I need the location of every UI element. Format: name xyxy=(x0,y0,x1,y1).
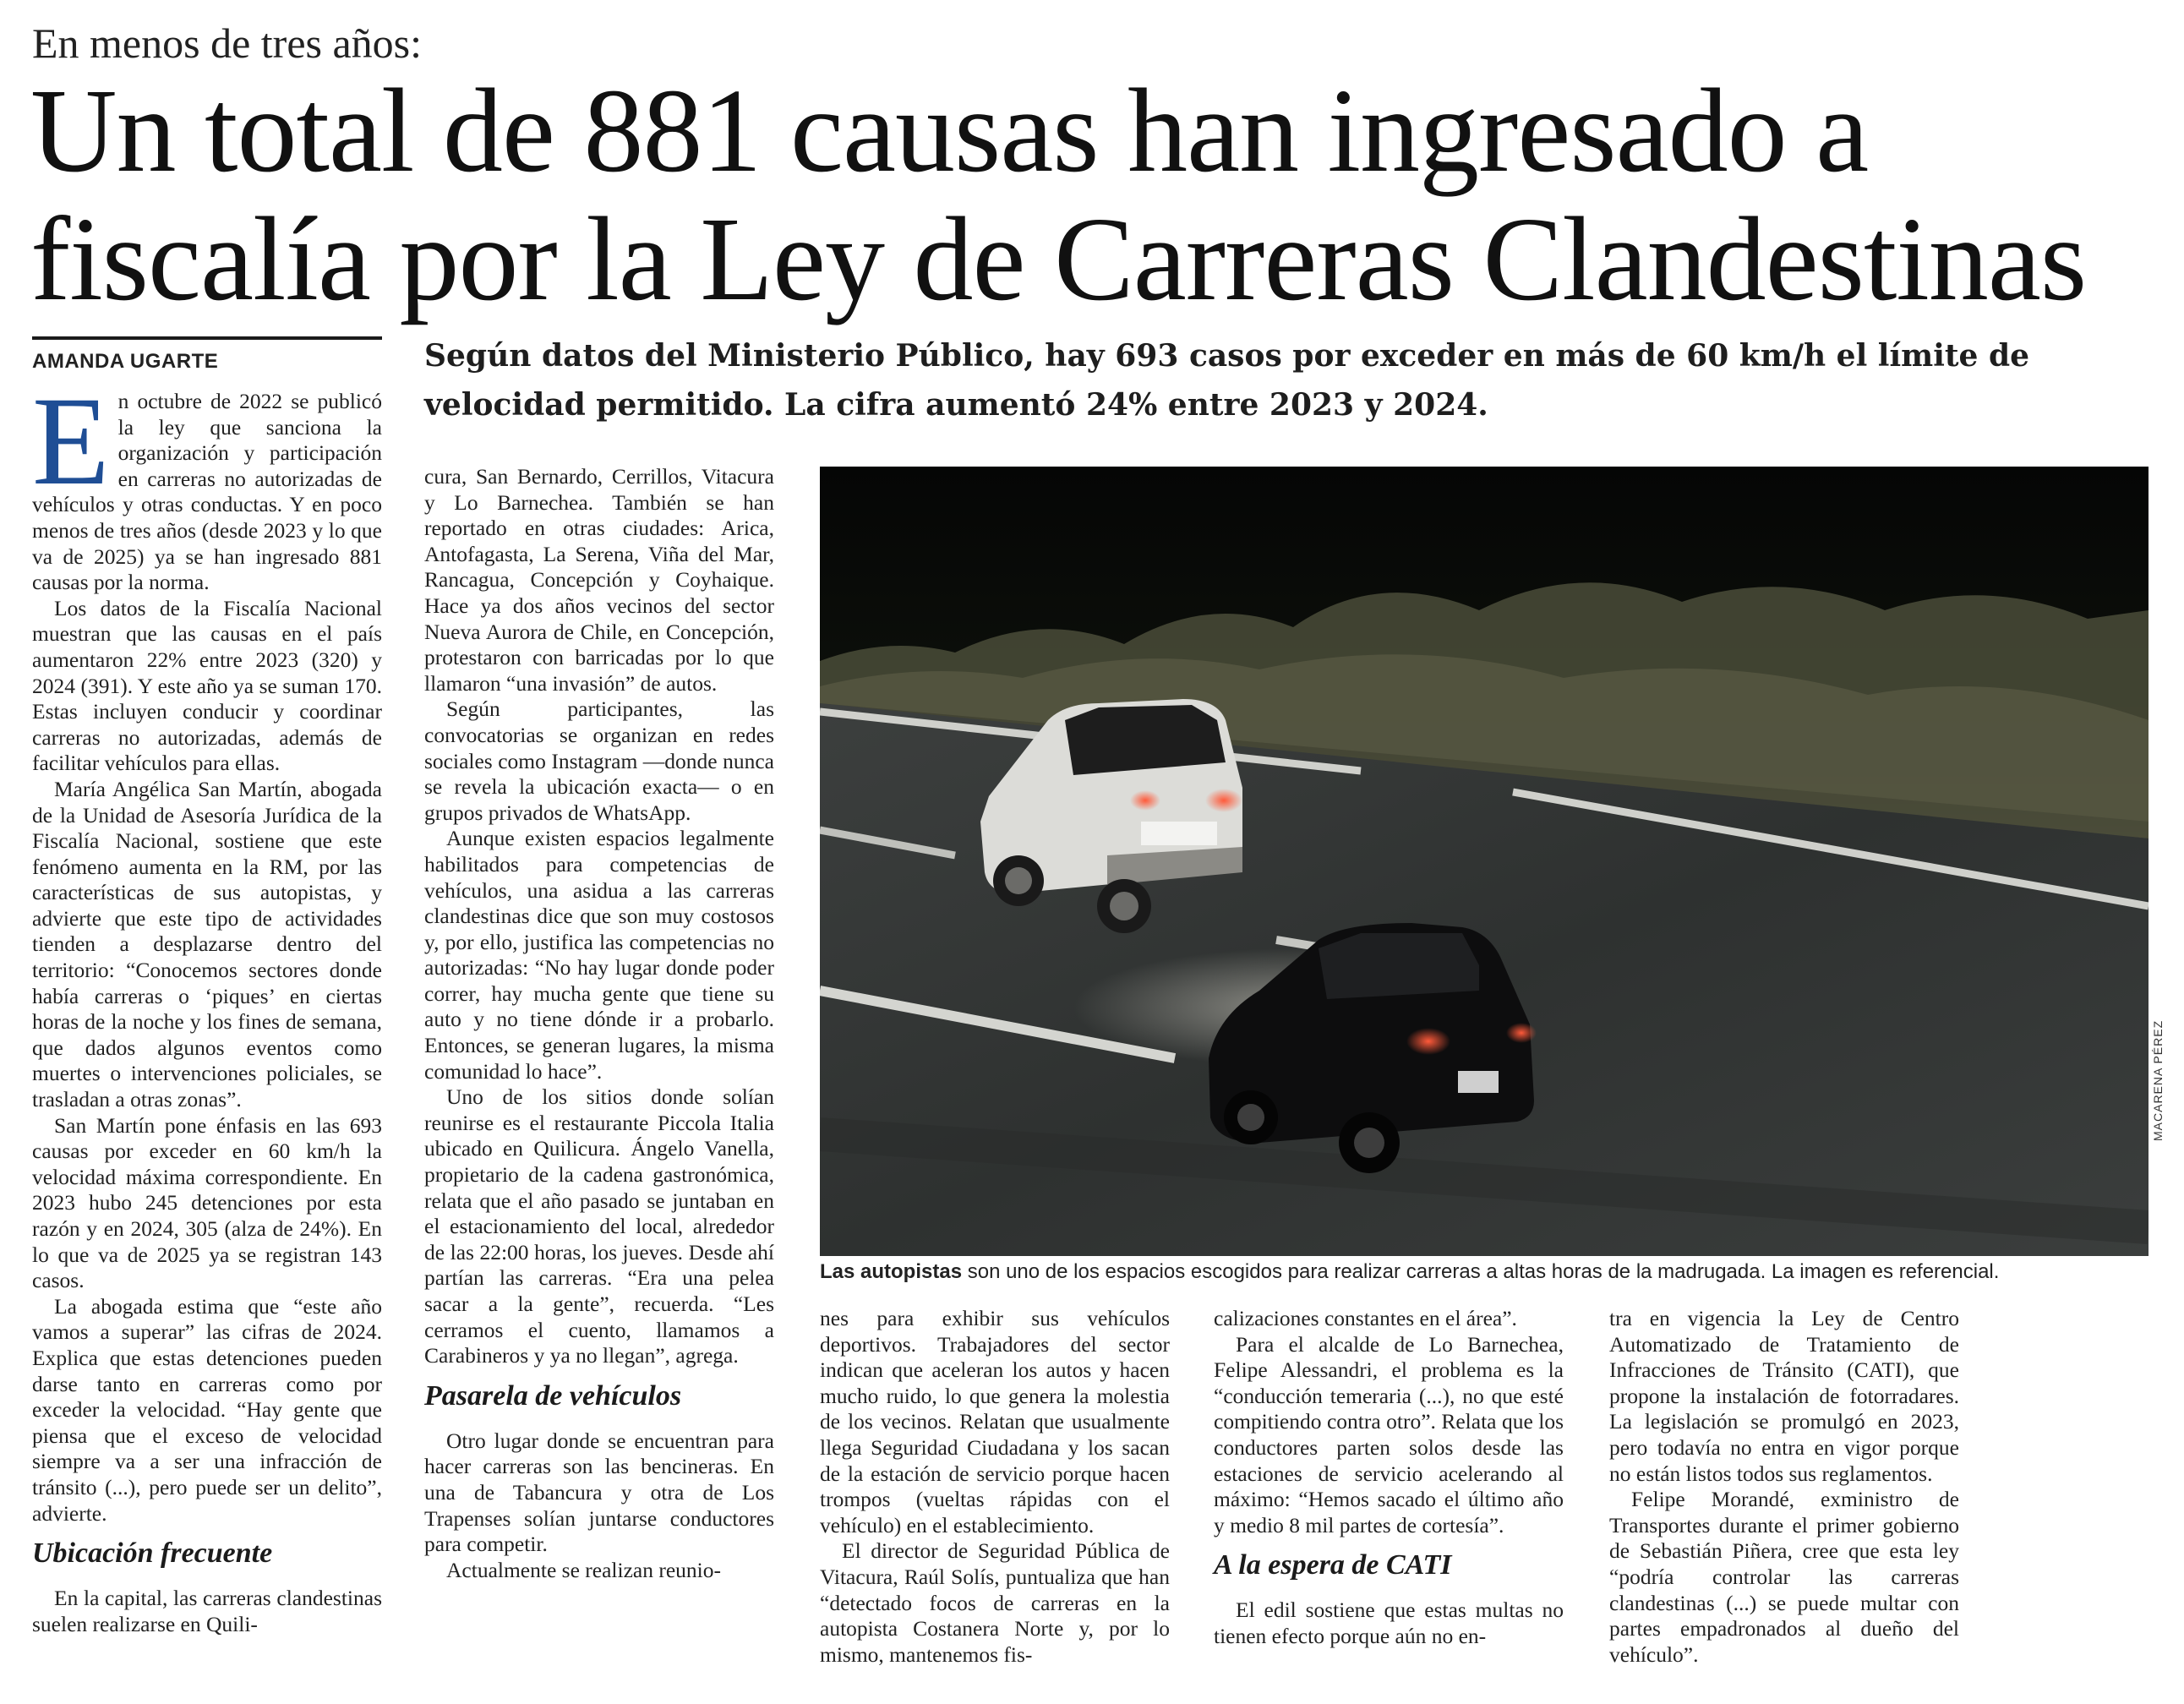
subheading: Pasarela de vehículos xyxy=(424,1379,682,1412)
paragraph: Aunque existen espacios legalmente habilitados para competencias de vehículos, una asidua a las carreras clandestinas dice que son muy costosos y, por ello, justifica las competencias no autorizadas: “No hay lugar donde poder correr, hay mucha gente que tiene su auto y no tiene dónde ir a probarlo. Entonces, se generan lugares, la misma comunidad lo hace”. xyxy=(424,826,774,1084)
paragraph: tra en vigencia la Ley de Centro Automatizado de Tratamiento de Infracciones de Tránsito (CATI), que propone la instalación de fotorradares. La legislación se promulgó en 2023, pero todavía no entra en vigor porque no están listos todos sus reglamentos. xyxy=(1609,1306,1959,1486)
paragraph: El edil sostiene que estas multas no tienen efecto porque aún no en- xyxy=(1214,1598,1564,1648)
paragraph: cura, San Bernardo, Cerrillos, Vitacura y Lo Barnechea. También se han reportado en otras ciudades: Arica, Antofagasta, La Serena, Viña del Mar, Rancagua, Concepción y Coyhaique. Hace ya dos años vecinos del sector Nueva Aurora de Chile, en Concepción, protestaron con barricadas por lo que llamaron “una invasión” de autos. xyxy=(424,464,774,696)
paragraph: calizaciones constantes en el área”. xyxy=(1214,1306,1517,1330)
article-column-3 xyxy=(820,1306,1170,1668)
subheading: Ubicación frecuente xyxy=(32,1537,273,1570)
deck-summary: Según datos del Ministerio Público, hay 693 casos por exceder en más de 60 km/h el límite de velocidad permitido. La cifra aumentó 24% entre 2023 y 2024. xyxy=(424,338,2030,423)
paragraph: Felipe Morandé, exministro de Transportes durante el primer gobierno de Sebastián Piñera, cree que esta ley “podría controlar las carreras clandestinas (...) se puede multar con partes empadronados al dueño del vehículo”. xyxy=(1609,1487,1959,1667)
caption-lead: Las autopistas xyxy=(820,1260,963,1283)
paragraph: Para el alcalde de Lo Barnechea, Felipe Alessandri, el problema es la “conducción temeraria (...), no que esté compitiendo contra otro”. Relata que los conductores parten solos desde las estaciones de servicio acelerando al máximo: “Hemos sacado el último año y medio 8 mil partes de cortesía”. xyxy=(1214,1331,1564,1537)
paragraph: María Angélica San Martín, abogada de la Unidad de Asesoría Jurídica de la Fiscalía Nacional, sostiene que este fenómeno aumenta en la RM, por las características de sus autopistas, y advierte que este tipo de actividades tienden a desplazarse dentro del territorio: “Conocemos sectores donde había carreras o ‘piques’ en ciertas horas de la noche y los fines de semana, que dados algunos eventos como muertes o intervenciones policiales, se trasladan a otras zonas”. xyxy=(32,776,382,1112)
article-column-4 xyxy=(1214,1306,1564,1650)
drop-cap: E xyxy=(32,371,110,511)
byline: AMANDA UGARTE xyxy=(32,350,219,373)
headline: Un total de 881 causas han ingresado a fiscalía por la Ley de Carreras Clandestinas xyxy=(30,63,2087,325)
paragraph: En la capital, las carreras clandestinas suelen realizarse en Quili- xyxy=(32,1586,382,1636)
article-column-5 xyxy=(1609,1306,1959,1668)
paragraph: En octubre de 2022 se publicó la ley que sanciona la organización y participación en carreras no autorizadas de vehículos y otras conductas. Y en poco menos de tres años (desde 2023 y lo que va de 2025) ya se han ingresado 881 causas por la norma. xyxy=(32,371,382,595)
paragraph: La abogada estima que “este año vamos a superar” las cifras de 2024. Explica que estas detenciones pueden darse tanto en carreras como por exceder la velocidad. “Hay gente que piensa que el exceso de velocidad siempre va a ser una infracción de tránsito (...), pero puede ser un delito”, advierte. xyxy=(32,1293,382,1526)
paragraph: Uno de los sitios donde solían reunirse es el restaurante Piccola Italia ubicado en Quilicura. Ángelo Vanella, propietario de la cadena gastronómica, relata que el año pasado se juntaban en el estacionamiento del local, alrededor de las 22:00 horas, los jueves. Desde ahí partían las carreras. “Era una pelea sacar a la gente”, recuerda. “Les cerramos el cuento, llamamos a Carabineros y ya no llegan”, agrega. xyxy=(424,1084,774,1368)
subheading: A la espera de CATI xyxy=(1214,1549,1452,1581)
photo-illustration xyxy=(820,467,2149,1256)
paragraph: Los datos de la Fiscalía Nacional muestran que las causas en el país aumentaron 22% entre 2023 (320) y 2024 (391). Y este año ya se suman 170. Estas incluyen conducir y coordinar carreras no autorizadas, además de facilitar vehículos para ellas. xyxy=(32,595,382,776)
paragraph: Actualmente se realizan reunio- xyxy=(446,1557,721,1582)
article-column-2 xyxy=(424,464,774,1583)
paragraph: Otro lugar donde se encuentran para hacer carreras son las bencineras. En una de Tabancura y otra de Los Trapenses solían juntarse conductores para competir. xyxy=(424,1428,774,1557)
article-column-1 xyxy=(32,371,382,1637)
paragraph: nes para exhibir sus vehículos deportivos. Trabajadores del sector indican que aceleran los autos y hacen mucho ruido, lo que genera la molestia de los vecinos. Relatan que usualmente llega Seguridad Ciudadana y los sacan de la estación de servicio porque hacen trompos (vueltas rápidas con el vehículo) en el establecimiento. xyxy=(820,1306,1170,1537)
kicker: En menos de tres años: xyxy=(32,19,423,67)
photo-caption xyxy=(820,1259,2155,1285)
byline-rule xyxy=(32,336,382,340)
caption-text: son uno de los espacios escogidos para realizar carreras a altas horas de la madrugada. La imagen es referencial. xyxy=(962,1260,2000,1283)
photo-credit: MACARENA PÉREZ xyxy=(2151,1019,2165,1141)
paragraph: Según participantes, las convocatorias se organizan en redes sociales como Instagram —donde nunca se revela la ubicación exacta— o en grupos privados de WhatsApp. xyxy=(424,696,774,825)
paragraph: El director de Seguridad Pública de Vitacura, Raúl Solís, puntualiza que han “detectado focos de carreras en la autopista Costanera Norte y, por lo mismo, mantenemos fis- xyxy=(820,1538,1170,1667)
paragraph: San Martín pone énfasis en las 693 causas por exceder en 60 km/h la velocidad máxima correspondiente. En 2023 hubo 245 detenciones por esta razón y en 2024, 305 (alza de 24%). En lo que va de 2025 ya se registran 143 casos. xyxy=(32,1112,382,1293)
highway-night-photo xyxy=(820,467,2149,1256)
